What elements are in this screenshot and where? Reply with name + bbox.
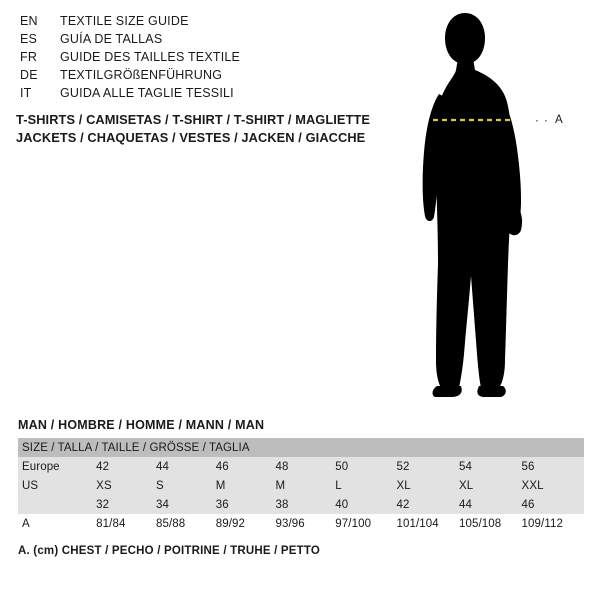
cell: 105/108 bbox=[459, 514, 522, 533]
language-row bbox=[20, 14, 380, 32]
language-text: GUIDA ALLE TAGLIE TESSILI bbox=[60, 86, 234, 100]
row-label: US bbox=[18, 476, 96, 495]
cell: 54 bbox=[459, 457, 522, 476]
cell: M bbox=[276, 476, 336, 495]
measure-label-a: A bbox=[555, 114, 564, 126]
cell: 97/100 bbox=[335, 514, 396, 533]
cell: 46 bbox=[216, 457, 276, 476]
table-row bbox=[18, 514, 584, 533]
cell: 32 bbox=[96, 495, 156, 514]
male-silhouette-icon bbox=[395, 10, 595, 400]
garment-categories bbox=[16, 111, 396, 147]
cell: M bbox=[216, 476, 276, 495]
cell: XL bbox=[459, 476, 522, 495]
language-text: TEXTILE SIZE GUIDE bbox=[60, 14, 189, 28]
cell: S bbox=[156, 476, 216, 495]
cell: 89/92 bbox=[216, 514, 276, 533]
table-row bbox=[18, 476, 584, 495]
language-text: TEXTILGRÖßENFÜHRUNG bbox=[60, 68, 223, 82]
row-label: A bbox=[18, 514, 96, 533]
language-code: FR bbox=[20, 50, 38, 64]
cell: XXL bbox=[522, 476, 584, 495]
language-code: ES bbox=[20, 32, 38, 46]
size-table bbox=[18, 438, 584, 533]
cell: 36 bbox=[216, 495, 276, 514]
cell: 93/96 bbox=[276, 514, 336, 533]
cell: 46 bbox=[522, 495, 584, 514]
language-row bbox=[20, 32, 380, 50]
table-header-label: SIZE / TALLA / TAILLE / GRÖSSE / TAGLIA bbox=[18, 438, 584, 457]
table-row bbox=[18, 457, 584, 476]
cell: 40 bbox=[335, 495, 396, 514]
cell: 85/88 bbox=[156, 514, 216, 533]
language-text: GUÍA DE TALLAS bbox=[60, 32, 163, 46]
cell: 109/112 bbox=[522, 514, 584, 533]
cell: 81/84 bbox=[96, 514, 156, 533]
cell: L bbox=[335, 476, 396, 495]
cell: 34 bbox=[156, 495, 216, 514]
body-figure bbox=[395, 10, 595, 400]
cell: 52 bbox=[396, 457, 459, 476]
category-jackets: JACKETS / CHAQUETAS / VESTES / JACKEN / GIACCHE bbox=[16, 130, 366, 145]
language-row bbox=[20, 68, 380, 86]
row-label bbox=[18, 495, 96, 514]
cell: 38 bbox=[276, 495, 336, 514]
language-list bbox=[20, 14, 380, 104]
category-tshirts: T-SHIRTS / CAMISETAS / T-SHIRT / T-SHIRT / MAGLIETTE bbox=[16, 112, 371, 127]
language-code: IT bbox=[20, 86, 32, 100]
language-code: DE bbox=[20, 68, 38, 82]
size-table-block bbox=[18, 418, 584, 533]
language-text: GUIDE DES TAILLES TEXTILE bbox=[60, 50, 241, 64]
table-header-row bbox=[18, 438, 584, 457]
language-code: EN bbox=[20, 14, 38, 28]
measure-leader-dashes: · · bbox=[535, 115, 549, 127]
row-label: Europe bbox=[18, 457, 96, 476]
cell: 42 bbox=[396, 495, 459, 514]
table-title: MAN / HOMBRE / HOMME / MANN / MAN bbox=[18, 418, 265, 432]
cell: 56 bbox=[522, 457, 584, 476]
table-row bbox=[18, 495, 584, 514]
table-footnote: A. (cm) CHEST / PECHO / POITRINE / TRUHE / PETTO bbox=[18, 545, 321, 557]
cell: 42 bbox=[96, 457, 156, 476]
language-row bbox=[20, 86, 380, 104]
cell: 101/104 bbox=[396, 514, 459, 533]
cell: 50 bbox=[335, 457, 396, 476]
cell: 44 bbox=[459, 495, 522, 514]
cell: XS bbox=[96, 476, 156, 495]
language-row bbox=[20, 50, 380, 68]
cell: 44 bbox=[156, 457, 216, 476]
cell: 48 bbox=[276, 457, 336, 476]
cell: XL bbox=[396, 476, 459, 495]
